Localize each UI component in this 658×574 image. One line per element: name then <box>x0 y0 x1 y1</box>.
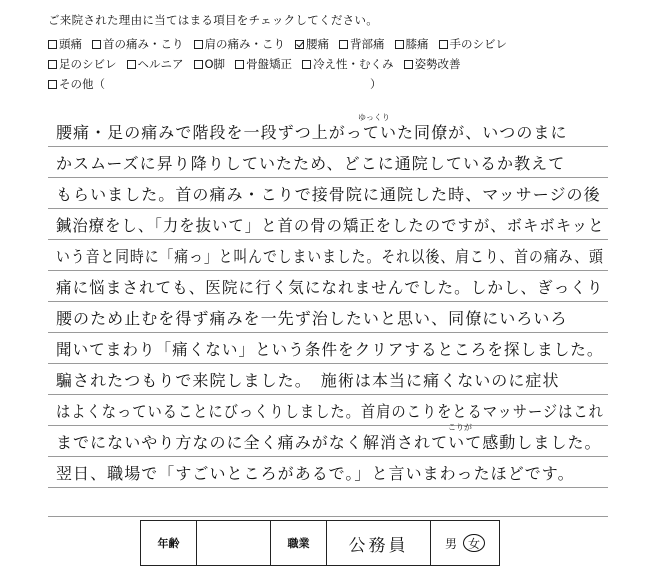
letter-line-text: 鍼治療をし、「力を抜いて」と首の骨の矯正をしたのですが、ボキボキッと <box>56 216 605 235</box>
letter-line-text: もらいました。首の痛み・こりで接骨院に通院した時、マッサージの後 <box>56 185 601 204</box>
checkbox-label: 頭痛 <box>59 37 82 51</box>
checkbox-label: 足のシビレ <box>59 57 117 71</box>
checkbox[interactable] <box>194 40 203 49</box>
letter-line-text: 騙されたつもりで来院しました。 施術は本当に痛くないのに症状 <box>56 371 560 390</box>
checklist-row-2 <box>48 54 648 74</box>
checkbox-label: O脚 <box>204 57 226 71</box>
letter-line-text: 腰のため止むを得ず痛みを一先ず治したいと思い、同僚にいろいろ <box>56 309 568 328</box>
letter-line-text: いう音と同時に「痛っ」と叫んでしまいました。それ以後、肩こり、首の痛み、頭 <box>56 247 604 266</box>
letter-line <box>48 364 608 395</box>
gender-options <box>445 534 485 552</box>
letter-line <box>48 423 608 457</box>
checkbox-item-o-legs[interactable] <box>194 56 226 72</box>
checkbox[interactable] <box>439 40 448 49</box>
checkbox-label: 骨盤矯正 <box>246 57 293 71</box>
checkbox-item-cold-swelling[interactable] <box>302 56 394 72</box>
ruby-annotation: ゆっくり <box>358 113 390 122</box>
age-label-cell <box>141 521 197 565</box>
checkbox-item-knee[interactable] <box>395 36 429 52</box>
instruction-text: ご来院された理由に当てはまる項目をチェックしてください。 <box>48 13 379 27</box>
checkbox[interactable] <box>48 60 57 69</box>
checkbox-label: 背部痛 <box>350 37 385 51</box>
checkbox-checked[interactable] <box>295 40 304 49</box>
checkbox-label: ヘルニア <box>137 57 184 71</box>
profile-table <box>140 520 500 566</box>
letter-line-text: かスムーズに昇り降りしていたため、どこに通院しているか教えて <box>56 154 566 173</box>
checkbox-label: 膝痛 <box>405 37 429 51</box>
letter-line-text: 翌日、職場で「すごいところがあるで。」と言いまわったほどです。 <box>56 464 575 483</box>
checkbox[interactable] <box>302 60 311 69</box>
job-label: 職業 <box>287 537 310 550</box>
reason-checklist <box>48 34 648 94</box>
checkbox-item-posture[interactable] <box>404 56 461 72</box>
job-value: 公務員 <box>348 535 409 556</box>
checkbox-item-pelvis[interactable] <box>235 56 292 72</box>
letter-line <box>48 178 608 209</box>
job-value-cell[interactable] <box>327 521 431 565</box>
checkbox-label: 首の痛み・こり <box>103 37 184 51</box>
checkbox[interactable] <box>395 40 404 49</box>
letter-line-text: はよくなっていることにびっくりしました。首肩のこりをとるマッサージはこれ <box>56 402 604 421</box>
letter-line <box>48 271 608 302</box>
checkbox[interactable] <box>404 60 413 69</box>
checkbox-item-lowback[interactable] <box>295 36 329 52</box>
letter-line <box>48 457 608 488</box>
gender-female-circled[interactable]: 女 <box>463 534 485 552</box>
checkbox-item-other[interactable] <box>48 76 105 92</box>
checkbox[interactable] <box>92 40 101 49</box>
checklist-row-1 <box>48 34 648 54</box>
gender-male[interactable]: 男 <box>444 536 457 551</box>
checkbox[interactable] <box>48 80 57 89</box>
letter-line-text: 聞いてまわり「痛くない」という条件をクリアするところを探しました。 <box>56 340 604 359</box>
checkbox-label: 姿勢改善 <box>414 57 461 71</box>
checkbox-label: 冷え性・むくみ <box>313 57 394 71</box>
checkbox-label: 手のシビレ <box>449 37 507 51</box>
checkbox-item-hand-numbness[interactable] <box>439 36 508 52</box>
checkbox-item-back[interactable] <box>339 36 385 52</box>
checkbox-label: 腰痛 <box>306 37 329 51</box>
letter-line-text: 腰痛・足の痛みで階段を一段ずつ上がっていた同僚が、いつのまに <box>56 123 568 142</box>
checkbox-item-foot-numbness[interactable] <box>48 56 117 72</box>
checkbox-item-shoulder[interactable] <box>194 36 286 52</box>
checklist-row-3 <box>48 74 648 94</box>
checkbox-label: 肩の痛み・こり <box>204 37 285 51</box>
handwritten-testimonial <box>48 113 608 517</box>
letter-line-text: 痛に悩まされても、医院に行く気になれませんでした。しかし、ぎっくり <box>56 278 604 297</box>
letter-line <box>48 209 608 240</box>
letter-line-blank <box>48 488 608 517</box>
checkbox[interactable] <box>127 60 136 69</box>
checkbox-item-neck[interactable] <box>92 36 184 52</box>
checkbox[interactable] <box>48 40 57 49</box>
letter-line <box>48 113 608 147</box>
letter-line <box>48 395 608 426</box>
job-label-cell <box>271 521 327 565</box>
gender-cell[interactable] <box>431 521 499 565</box>
checkbox-label: その他（ <box>59 77 105 91</box>
letter-line <box>48 147 608 178</box>
checkbox[interactable] <box>339 40 348 49</box>
letter-line-text: までにないやり方なのに全く痛みがなく解消されていて感動しました。 <box>56 433 602 452</box>
age-label: 年齢 <box>157 537 180 550</box>
age-value-cell[interactable] <box>197 521 271 565</box>
letter-line <box>48 333 608 364</box>
letter-line <box>48 302 608 333</box>
letter-line <box>48 240 608 271</box>
checkbox-item-headache[interactable] <box>48 36 82 52</box>
checkbox[interactable] <box>235 60 244 69</box>
checkbox[interactable] <box>194 60 203 69</box>
checkbox-item-hernia[interactable] <box>127 56 184 72</box>
ruby-annotation: こりが <box>448 423 472 432</box>
other-close-paren: ） <box>370 77 382 91</box>
